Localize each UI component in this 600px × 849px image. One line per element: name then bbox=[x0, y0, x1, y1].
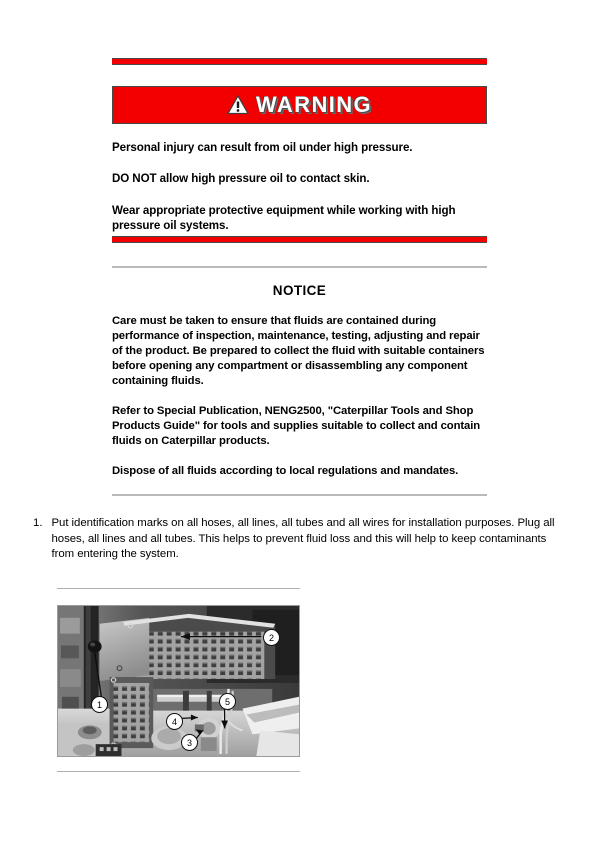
figure-bottom-rule bbox=[57, 771, 300, 772]
notice-top-rule bbox=[112, 266, 487, 268]
notice-block bbox=[112, 266, 487, 479]
notice-text-body bbox=[112, 314, 487, 479]
procedure-step-list bbox=[33, 516, 568, 563]
warning-top-rule bbox=[112, 58, 487, 65]
figure-callout-2: 2 bbox=[263, 629, 280, 646]
warning-banner bbox=[112, 86, 487, 124]
warning-block bbox=[112, 58, 487, 233]
warning-text-body bbox=[112, 140, 487, 233]
figure-callout-4: 4 bbox=[166, 713, 183, 730]
warning-triangle-icon bbox=[227, 95, 249, 115]
warning-bottom-rule bbox=[112, 236, 487, 243]
photo-graphic bbox=[58, 606, 299, 756]
figure-callout-5: 5 bbox=[219, 693, 236, 710]
figure-block bbox=[57, 588, 300, 772]
notice-paragraph: Dispose of all fluids according to local regulations and mandates. bbox=[112, 465, 459, 478]
notice-paragraph: Care must be taken to ensure that fluids are contained during performance of inspection, maintenance, testing, adjusting and repair of the product. Be prepared to collect the fluid with suitable containers before opening any compartment or disassembling any component containing fluids. bbox=[112, 315, 485, 388]
notice-paragraph: Refer to Special Publication, NENG2500, "Caterpillar Tools and Shop Products Guide" for tools and supplies suitable to collect and contain fluids on Caterpillar products. bbox=[112, 405, 481, 448]
warning-paragraph: DO NOT allow high pressure oil to contact skin. bbox=[112, 172, 370, 186]
figure-photograph bbox=[57, 605, 300, 757]
step-number: 1. bbox=[33, 517, 43, 529]
warning-paragraph: Personal injury can result from oil under high pressure. bbox=[112, 141, 413, 154]
warning-banner-label: WARNING bbox=[255, 92, 373, 117]
figure-callout-1: 1 bbox=[91, 696, 108, 713]
notice-bottom-rule bbox=[112, 494, 487, 496]
step-text: Put identification marks on all hoses, all lines, all tubes and all wires for installation purposes. Plug all hoses, all lines and all tubes. This helps to prevent fluid loss and this will help to keep contaminants from entering the system. bbox=[51, 517, 555, 561]
figure-top-rule bbox=[57, 588, 300, 589]
figure-callout-3: 3 bbox=[181, 734, 198, 751]
notice-title: NOTICE bbox=[272, 283, 327, 298]
warning-paragraph: Wear appropriate protective equipment while working with high pressure oil systems. bbox=[112, 203, 456, 232]
